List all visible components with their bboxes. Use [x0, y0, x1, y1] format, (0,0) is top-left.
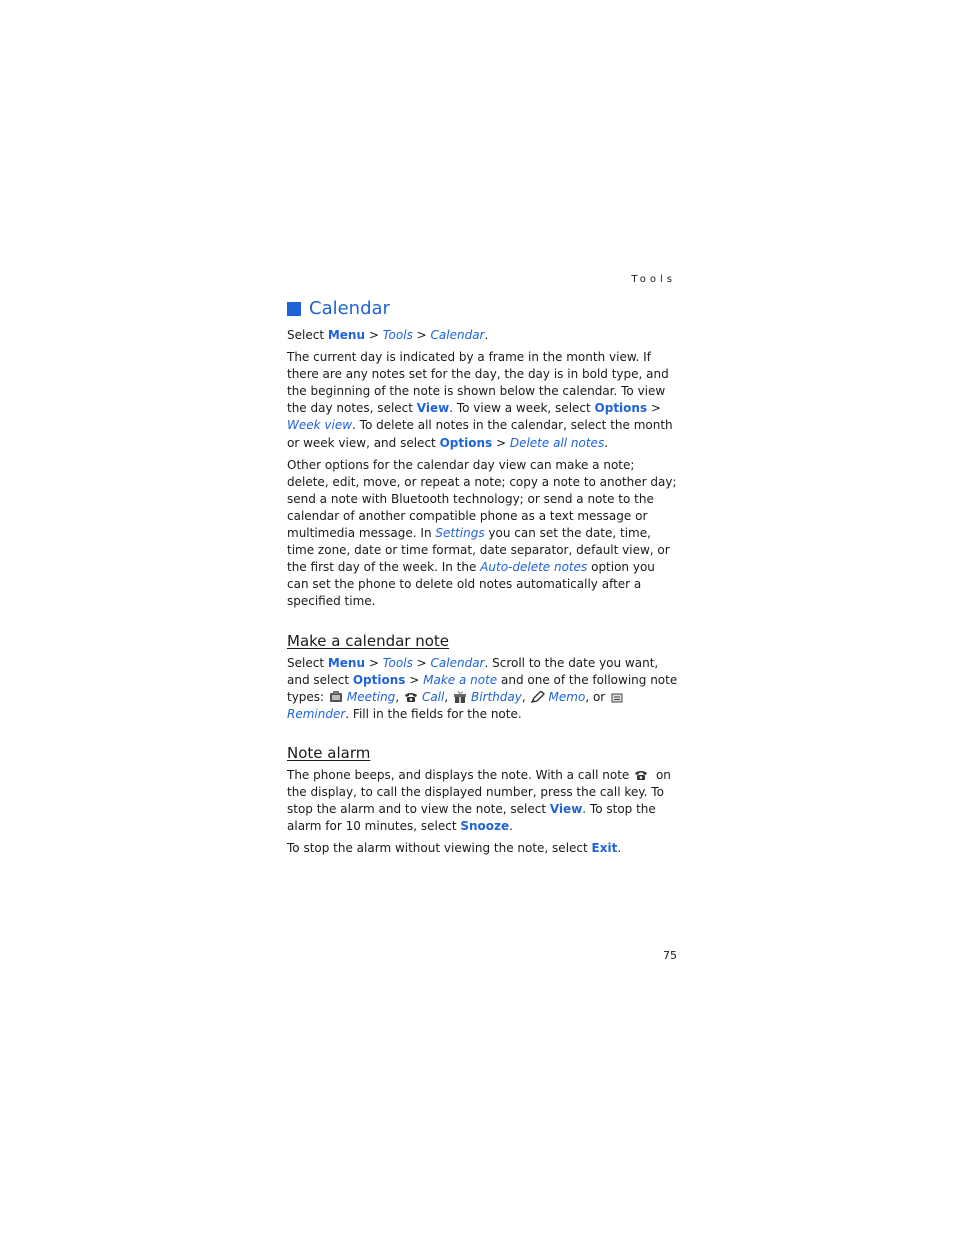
calendar-paragraph-2: Other options for the calendar day view can make a note; delete, edit, move, or repeat a note; copy a note to another day; send a note with Bluetooth technology; or send a note to the calendar of another compatible phone as a text message or multimedia message. In Settings you can set the date, time, time zone, date or time format, date separator, default view, or the first day of the week. In the Auto-delete notes option you can set the phone to delete old notes automatically after a specified time.: [287, 457, 677, 609]
reminder-link: Reminder: [287, 706, 346, 721]
week-view-link: Week view: [287, 418, 353, 433]
options-link: Options: [439, 435, 493, 450]
call-icon: [634, 769, 648, 781]
note-alarm-paragraph-1: The phone beeps, and displays the note. With a call note on the display, to call the displayed number, press the call key. To stop the alarm and to view the note, select View. To stop the alarm for 10 minutes, select Snooze.: [287, 767, 671, 834]
birthday-link: Birthday: [471, 689, 522, 704]
tools-link: Tools: [382, 328, 413, 342]
view-link: View: [416, 401, 450, 416]
settings-link: Settings: [435, 526, 485, 541]
options-link: Options: [594, 401, 648, 416]
running-head: Tools: [631, 274, 676, 285]
note-alarm-paragraph-2: To stop the alarm without viewing the note, select Exit.: [287, 841, 622, 856]
reminder-icon: [610, 691, 624, 703]
make-note-paragraph: Select Menu > Tools > Calendar. Scroll to the date you want, and select Options > Make a note and one of the following note types: Meeting, Call, Birthday, Memo, or Reminder. Fill in the fields for the note.: [287, 655, 678, 721]
options-link: Options: [352, 672, 406, 687]
calendar-link: Calendar: [430, 655, 485, 670]
auto-delete-link: Auto-delete notes: [480, 560, 588, 575]
calendar-link: Calendar: [430, 328, 485, 342]
snooze-link: Snooze: [460, 819, 510, 834]
call-icon: [404, 691, 418, 703]
calendar-paragraph-1: The current day is indicated by a frame in the month view. If there are any notes set for the day, the day is in bold type, and the beginning of the note is shown below the calendar. To view the day notes, select View. To view a week, select Options > Week view. To delete all notes in the calendar, select the month or week view, and select Options > Delete all notes.: [287, 350, 673, 450]
subheading-note-alarm: Note alarm: [287, 743, 371, 762]
content: [287, 297, 679, 862]
birthday-icon: [453, 691, 467, 703]
menu-link: Menu: [327, 655, 366, 670]
call-link: Call: [421, 689, 445, 704]
memo-link: Memo: [548, 689, 586, 704]
meeting-link: Meeting: [346, 689, 396, 704]
heading-square-icon: [287, 302, 301, 316]
view-link: View: [549, 802, 583, 817]
subheading-make-note: Make a calendar note: [287, 631, 450, 650]
menu-link: Menu: [327, 328, 366, 342]
make-a-note-link: Make a note: [423, 672, 498, 687]
calendar-path: Select Menu > Tools > Calendar.: [287, 328, 489, 342]
section-title: Calendar: [309, 298, 390, 320]
section-heading-calendar: [287, 297, 679, 321]
tools-link: Tools: [382, 655, 413, 670]
memo-icon: [531, 691, 545, 703]
exit-link: Exit: [591, 841, 618, 856]
meeting-icon: [329, 691, 343, 703]
delete-all-notes-link: Delete all notes: [509, 435, 605, 450]
page-number: 75: [663, 949, 677, 962]
